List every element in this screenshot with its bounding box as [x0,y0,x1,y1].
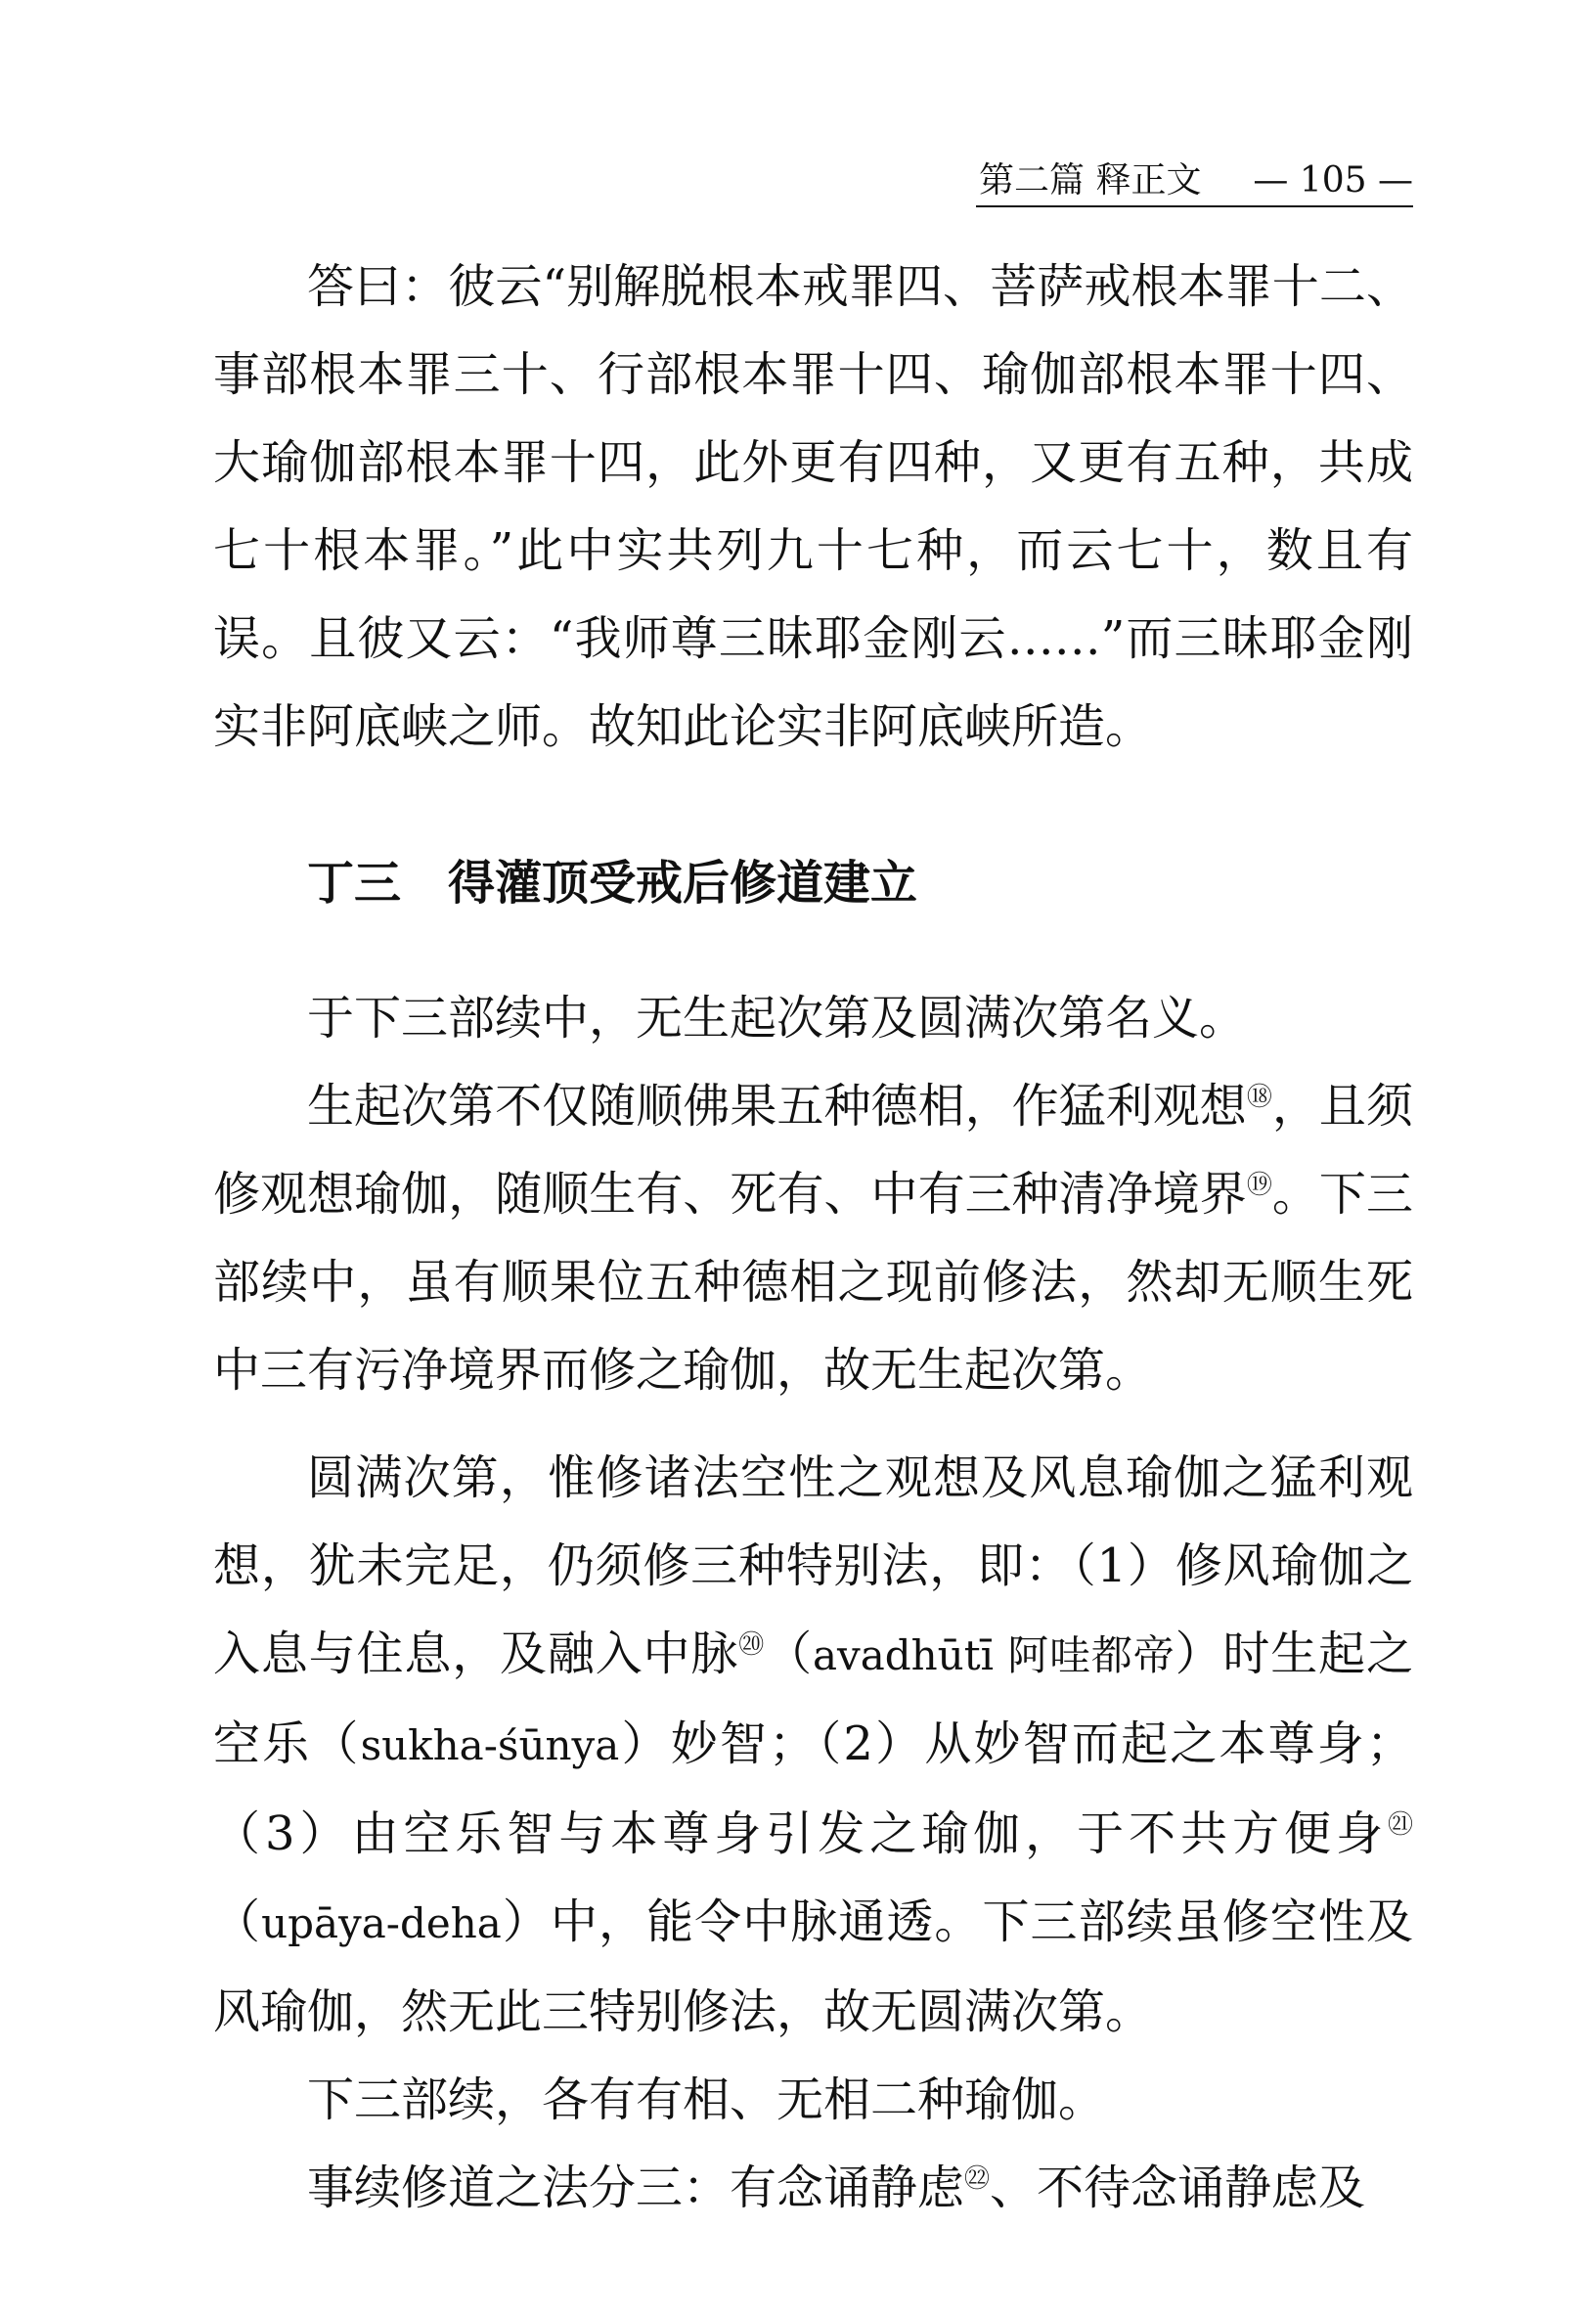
page-body [213,243,1413,2232]
p4-text-c: ）时生起之空乐（ [213,1626,1413,1771]
p6-text-a: 事续修道之法分三：有念诵静虑 [307,2161,965,2215]
footnote-ref-71: ㉑ [1387,1810,1413,1840]
p3-text-a: 生起次第不仅随顺佛果五种德相，作猛利观想 [307,1079,1247,1134]
paragraph-two-yogas: 下三部续，各有有相、无相二种瑜伽。 [307,2072,1106,2127]
p3-text-c: 。下三部续中，虽有顺果位五种德相之现前修法，然却无顺生死中三有污净境界而修之瑜伽，故无生起次第。 [213,1167,1413,1398]
footnote-ref-70: ⑳ [738,1630,766,1660]
p4-text-d: ）妙智；（2）从妙智而起之本尊身；（3）由空乐智与本尊身引发之瑜伽，于不共方便身 [213,1716,1413,1861]
page-number: — 105 — [1253,160,1413,201]
running-header [978,161,1413,201]
footnote-ref-69: ⑲ [1246,1171,1272,1200]
term-avadhuti: avadhūtī 阿哇都帝 [812,1631,1175,1679]
paragraph-intro: 于下三部续中，无生起次第及圆满次第名义。 [307,991,1247,1046]
paragraph-generation-stage [213,1062,1413,1414]
paragraph-answer: 答曰：彼云“别解脱根本戒罪四、菩萨戒根本罪十二、事部根本罪三十、行部根本罪十四、瑜伽部根本罪十四、大瑜伽部根本罪十四，此外更有四种，又更有五种，共成七十根本罪。”此中实共列九十七种，而云七十，数且有误。且彼又云：“我师尊三昧耶金刚云……”而三昧耶金刚实非阿底峡之师。故知此论实非阿底峡所造。 [213,259,1413,754]
section-heading: 丁三 得灌顶受戒后修道建立 [307,856,918,911]
term-upaya-deha: upāya-deha [261,1899,502,1947]
p6-text-b: 、不待念诵静虑及 [990,2161,1366,2215]
running-title: 第二篇 释正文 [979,160,1202,201]
p4-text-b: （ [765,1626,813,1681]
header-rule [976,205,1413,207]
p4-text-a: 圆满次第，惟修诸法空性之观想及风息瑜伽之猛利观想，犹未完足，仍须修三种特别法，即：（1）修风瑜伽之入息与住息，及融入中脉 [213,1450,1413,1681]
term-sukha-sunya: sukha-śūnya [360,1721,620,1769]
p4-text-f: ）中，能令中脉通透。下三部续虽修空性及风瑜伽，然无此三特别修法，故无圆满次第。 [213,1894,1413,2039]
footnote-ref-72: ㉒ [964,2164,991,2194]
p4-text-e: （ [213,1894,262,1949]
paragraph-completion-stage [213,1434,1413,2056]
p3-text-b: ，且须修观想瑜伽，随顺生有、死有、中有三种清净境界 [213,1079,1413,1222]
paragraph-kriya-path [213,2144,1413,2232]
footnote-ref-68: ⑱ [1246,1083,1272,1112]
